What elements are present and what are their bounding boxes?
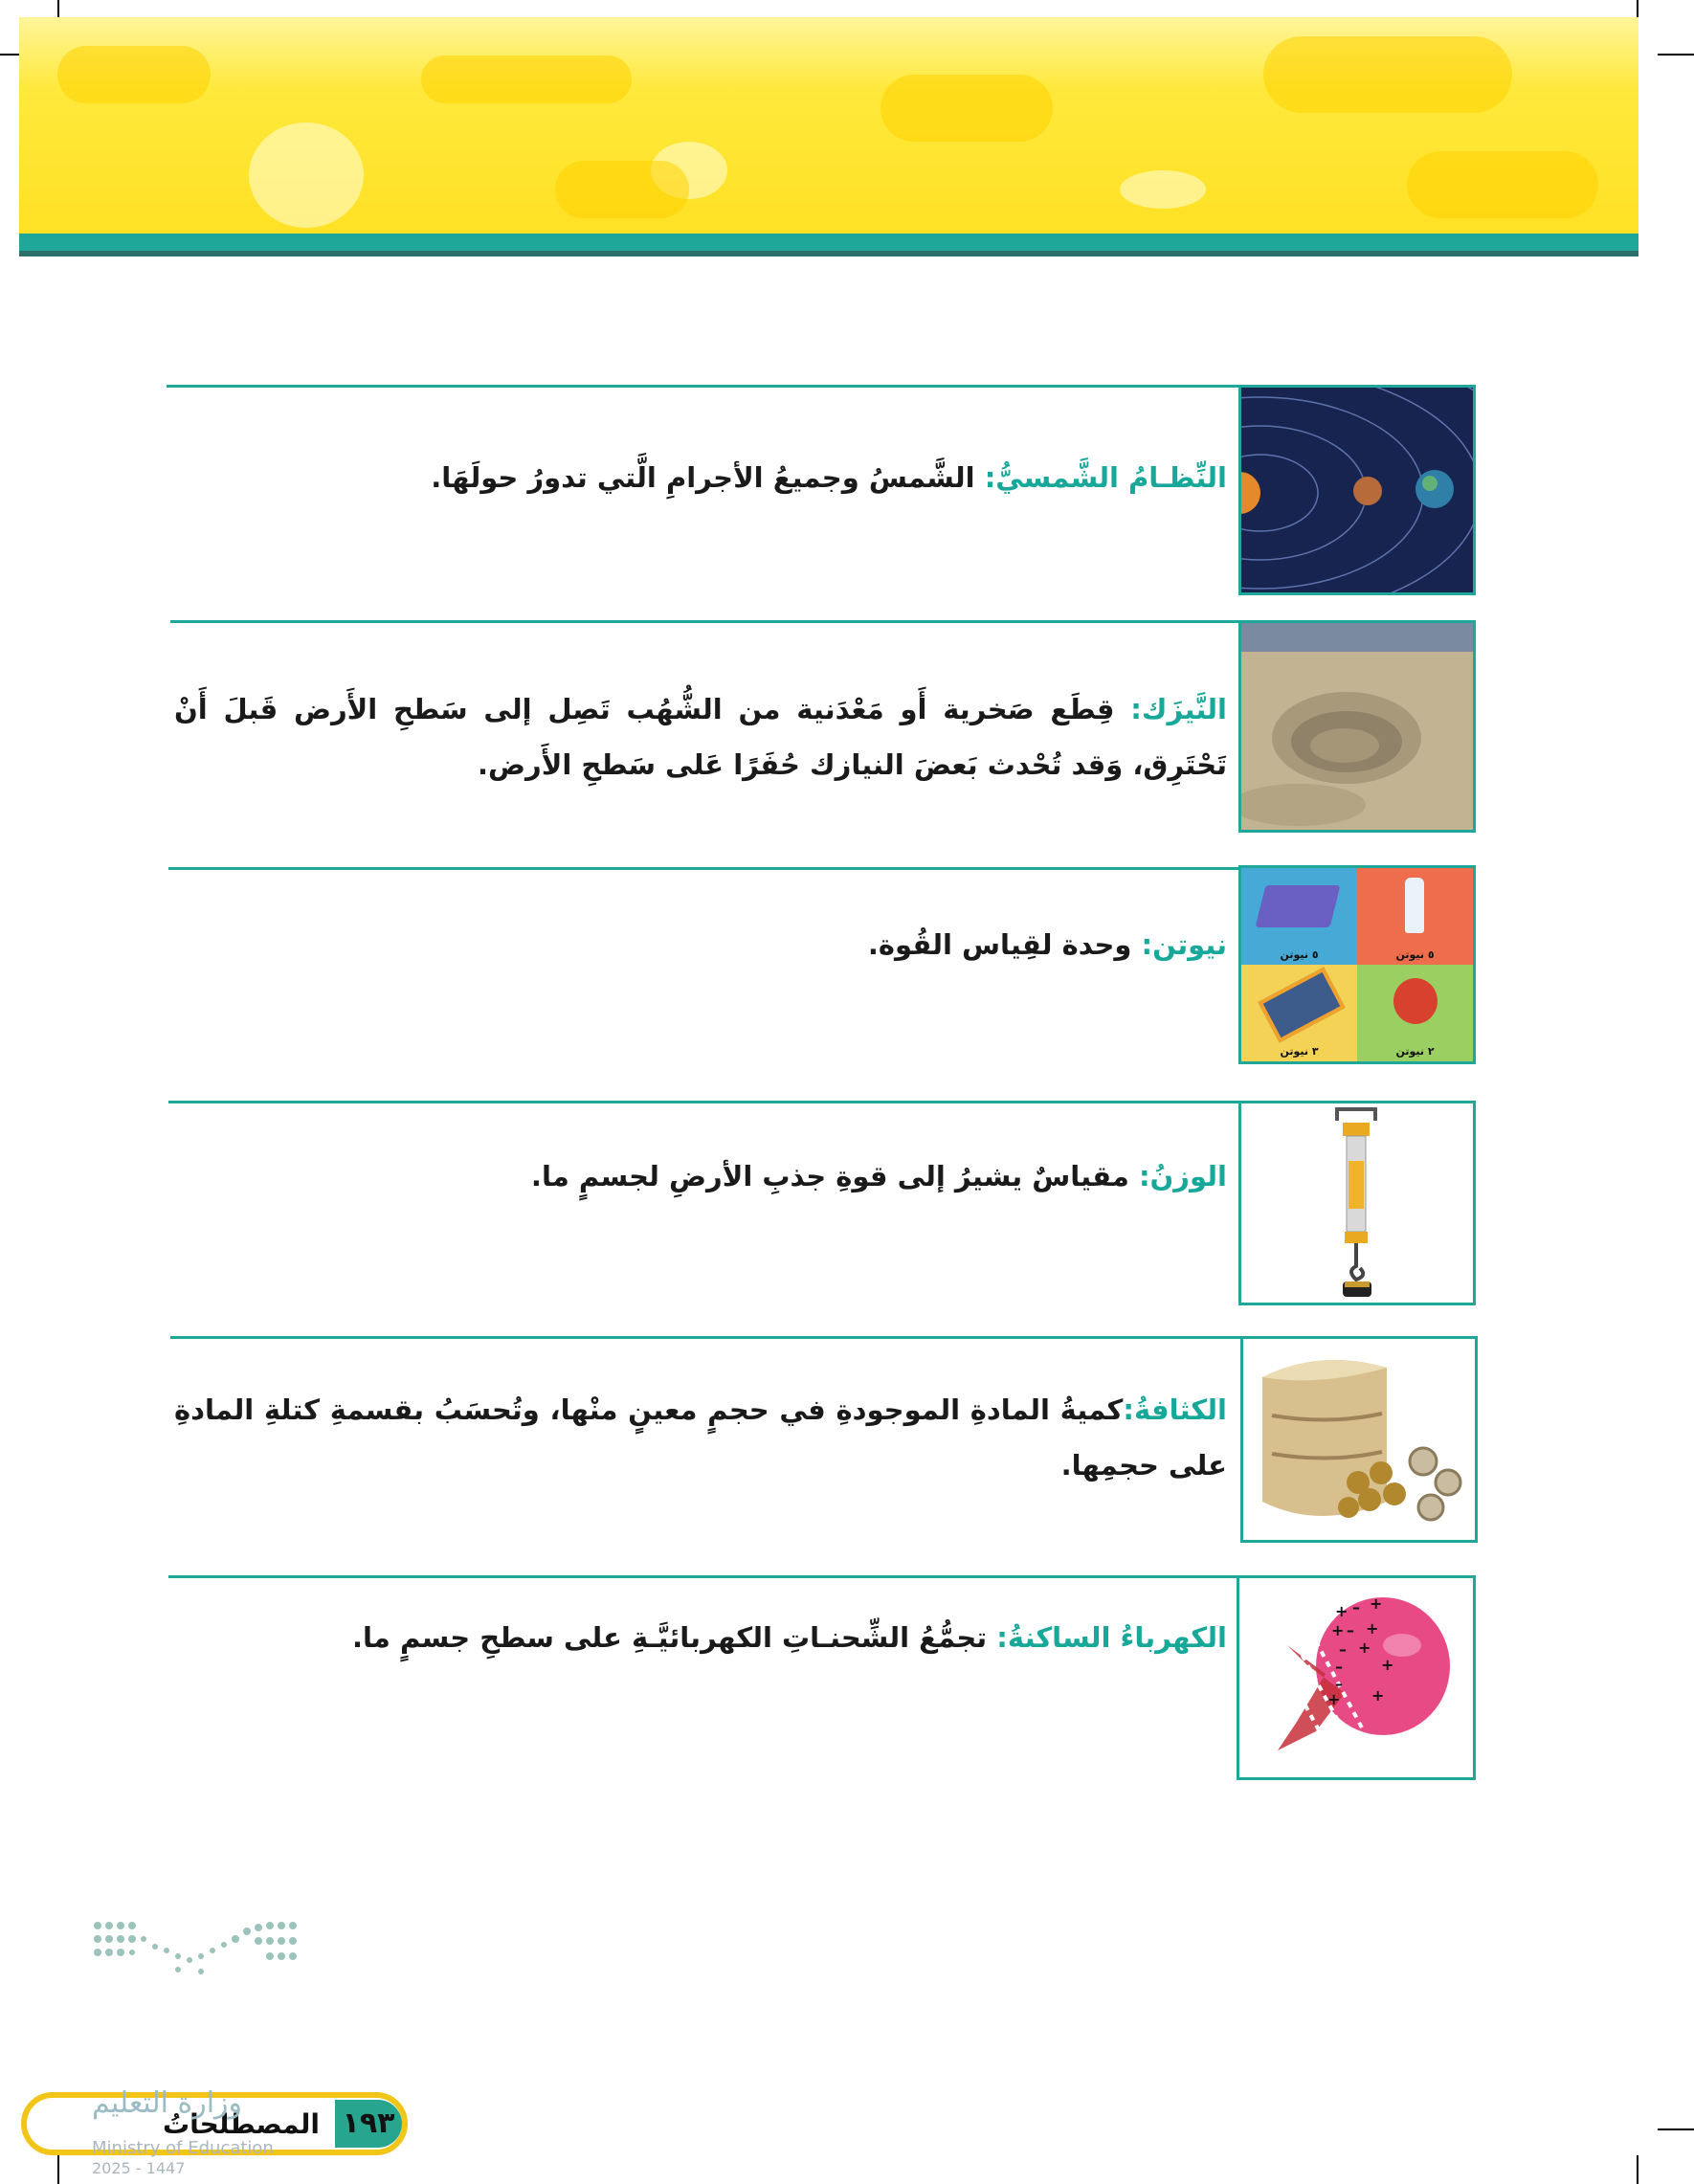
ministry-name-arabic: وزارة التعليم xyxy=(92,2086,243,2120)
balloon-charge: + xyxy=(1366,1619,1379,1638)
apple-tile xyxy=(1357,965,1473,1061)
newton-label: ٢ نيوتن xyxy=(1395,1045,1435,1058)
balloon-charge: – xyxy=(1347,1621,1354,1639)
entry-newton xyxy=(174,917,1227,972)
ministry-logo-dots xyxy=(92,1918,302,1977)
term-meteor: النَّيزَك: xyxy=(1130,693,1227,725)
entry-weight xyxy=(174,1148,1227,1204)
definition-meteor: قِطَع صَخرية أَو مَعْدَنية من الشُّهُب تَصِل إلى سَطحِ الأَرض قَبلَ أَنْ تَحْتَرِق، وَقد تُحْدث بَعضَ النيازك حُفَرًا عَلى سَطحِ الأَرض. xyxy=(174,693,1227,781)
newton-label: ٣ نيوتن xyxy=(1280,1045,1319,1058)
definition-static-electricity: تجمُّعُ الشِّحنـاتِ الكهربائيَّـةِ على سطحِ جسمٍ ما. xyxy=(352,1621,997,1654)
entry-meteor xyxy=(174,681,1227,792)
newton-image xyxy=(1238,865,1476,1064)
density-illustration xyxy=(1243,1339,1475,1540)
apple-icon xyxy=(1393,978,1438,1024)
crop-mark xyxy=(1637,2155,1638,2184)
balloon-charge: – xyxy=(1335,1658,1343,1676)
balloon-charge: + xyxy=(1335,1602,1349,1620)
term-static-electricity: الكهرباءُ الساكنةُ: xyxy=(996,1621,1227,1654)
newton-label: ٥ نيوتن xyxy=(1395,948,1435,961)
definition-density: كميةُ المادةِ الموجودةِ في حجمٍ معينٍ منْها، وتُحسَبُ بقسمةِ كتلةِ المادةِ على حجمِها. xyxy=(174,1393,1227,1482)
balloon-charge: – xyxy=(1339,1640,1347,1659)
edition-year: 2025 - 1447 xyxy=(92,2159,186,2177)
solar-system-image xyxy=(1238,385,1476,595)
pencil-case-tile xyxy=(1241,965,1357,1061)
book-icon xyxy=(1256,885,1341,927)
entry-divider xyxy=(168,1101,1238,1103)
page-number: ١٩٣ xyxy=(335,2100,402,2148)
entry-static-electricity xyxy=(174,1610,1227,1665)
term-weight: الوزنُ: xyxy=(1138,1160,1227,1192)
definition-solar-system: الشَّمسُ وجميعُ الأجرامِ الَّتي تدورُ حولَهَا. xyxy=(431,461,985,494)
entry-divider xyxy=(168,867,1238,870)
term-density: الكثافةُ: xyxy=(1123,1393,1227,1426)
pencil-case-icon xyxy=(1258,967,1345,1042)
crop-mark xyxy=(1658,2128,1694,2130)
definition-newton: وحدة لقِياس القُوة. xyxy=(867,928,1142,961)
book-tile xyxy=(1241,868,1357,965)
entry-density xyxy=(174,1382,1227,1493)
spring-scale-illustration xyxy=(1241,1103,1473,1303)
entry-divider xyxy=(168,1575,1238,1578)
ministry-name-english: Ministry of Education xyxy=(92,2138,274,2158)
definition-weight: مقياسٌ يشيرُ إلى قوةِ جذبِ الأرضِ لجسمٍ ما. xyxy=(530,1160,1139,1192)
balloon-illustration xyxy=(1239,1578,1473,1777)
balloon-image xyxy=(1237,1575,1476,1780)
balloon-charge: + xyxy=(1327,1690,1341,1708)
term-solar-system: النِّظـامُ الشَّمسيُّ: xyxy=(984,461,1227,494)
balloon-charge: + xyxy=(1370,1594,1383,1613)
newton-label: ٥ نيوتن xyxy=(1280,948,1319,961)
term-newton: نيوتن: xyxy=(1141,928,1227,961)
balloon-charge: + xyxy=(1358,1638,1371,1657)
entry-divider xyxy=(170,1336,1242,1339)
meteor-crater-illustration xyxy=(1241,623,1473,830)
balloon-charge: – xyxy=(1352,1598,1360,1616)
bottle-tile xyxy=(1357,868,1473,965)
section-label: المصطلحاتُ xyxy=(163,2108,321,2140)
header-banner xyxy=(19,17,1638,256)
balloon-charge: + xyxy=(1331,1621,1345,1639)
entry-solar-system xyxy=(174,450,1227,505)
balloon-charge: + xyxy=(1371,1686,1385,1705)
entry-divider xyxy=(167,385,1238,388)
meteor-crater-image xyxy=(1238,620,1476,833)
entry-divider xyxy=(170,620,1238,623)
bottle-icon xyxy=(1405,878,1424,933)
spring-scale-image xyxy=(1238,1101,1476,1305)
crop-mark xyxy=(57,2155,59,2184)
balloon-charge: – xyxy=(1335,1675,1343,1693)
solar-system-illustration xyxy=(1241,388,1473,592)
balloon-charge: + xyxy=(1381,1656,1394,1674)
density-image xyxy=(1240,1336,1478,1543)
crop-mark xyxy=(1658,54,1694,56)
header-rule-shadow xyxy=(19,251,1638,256)
